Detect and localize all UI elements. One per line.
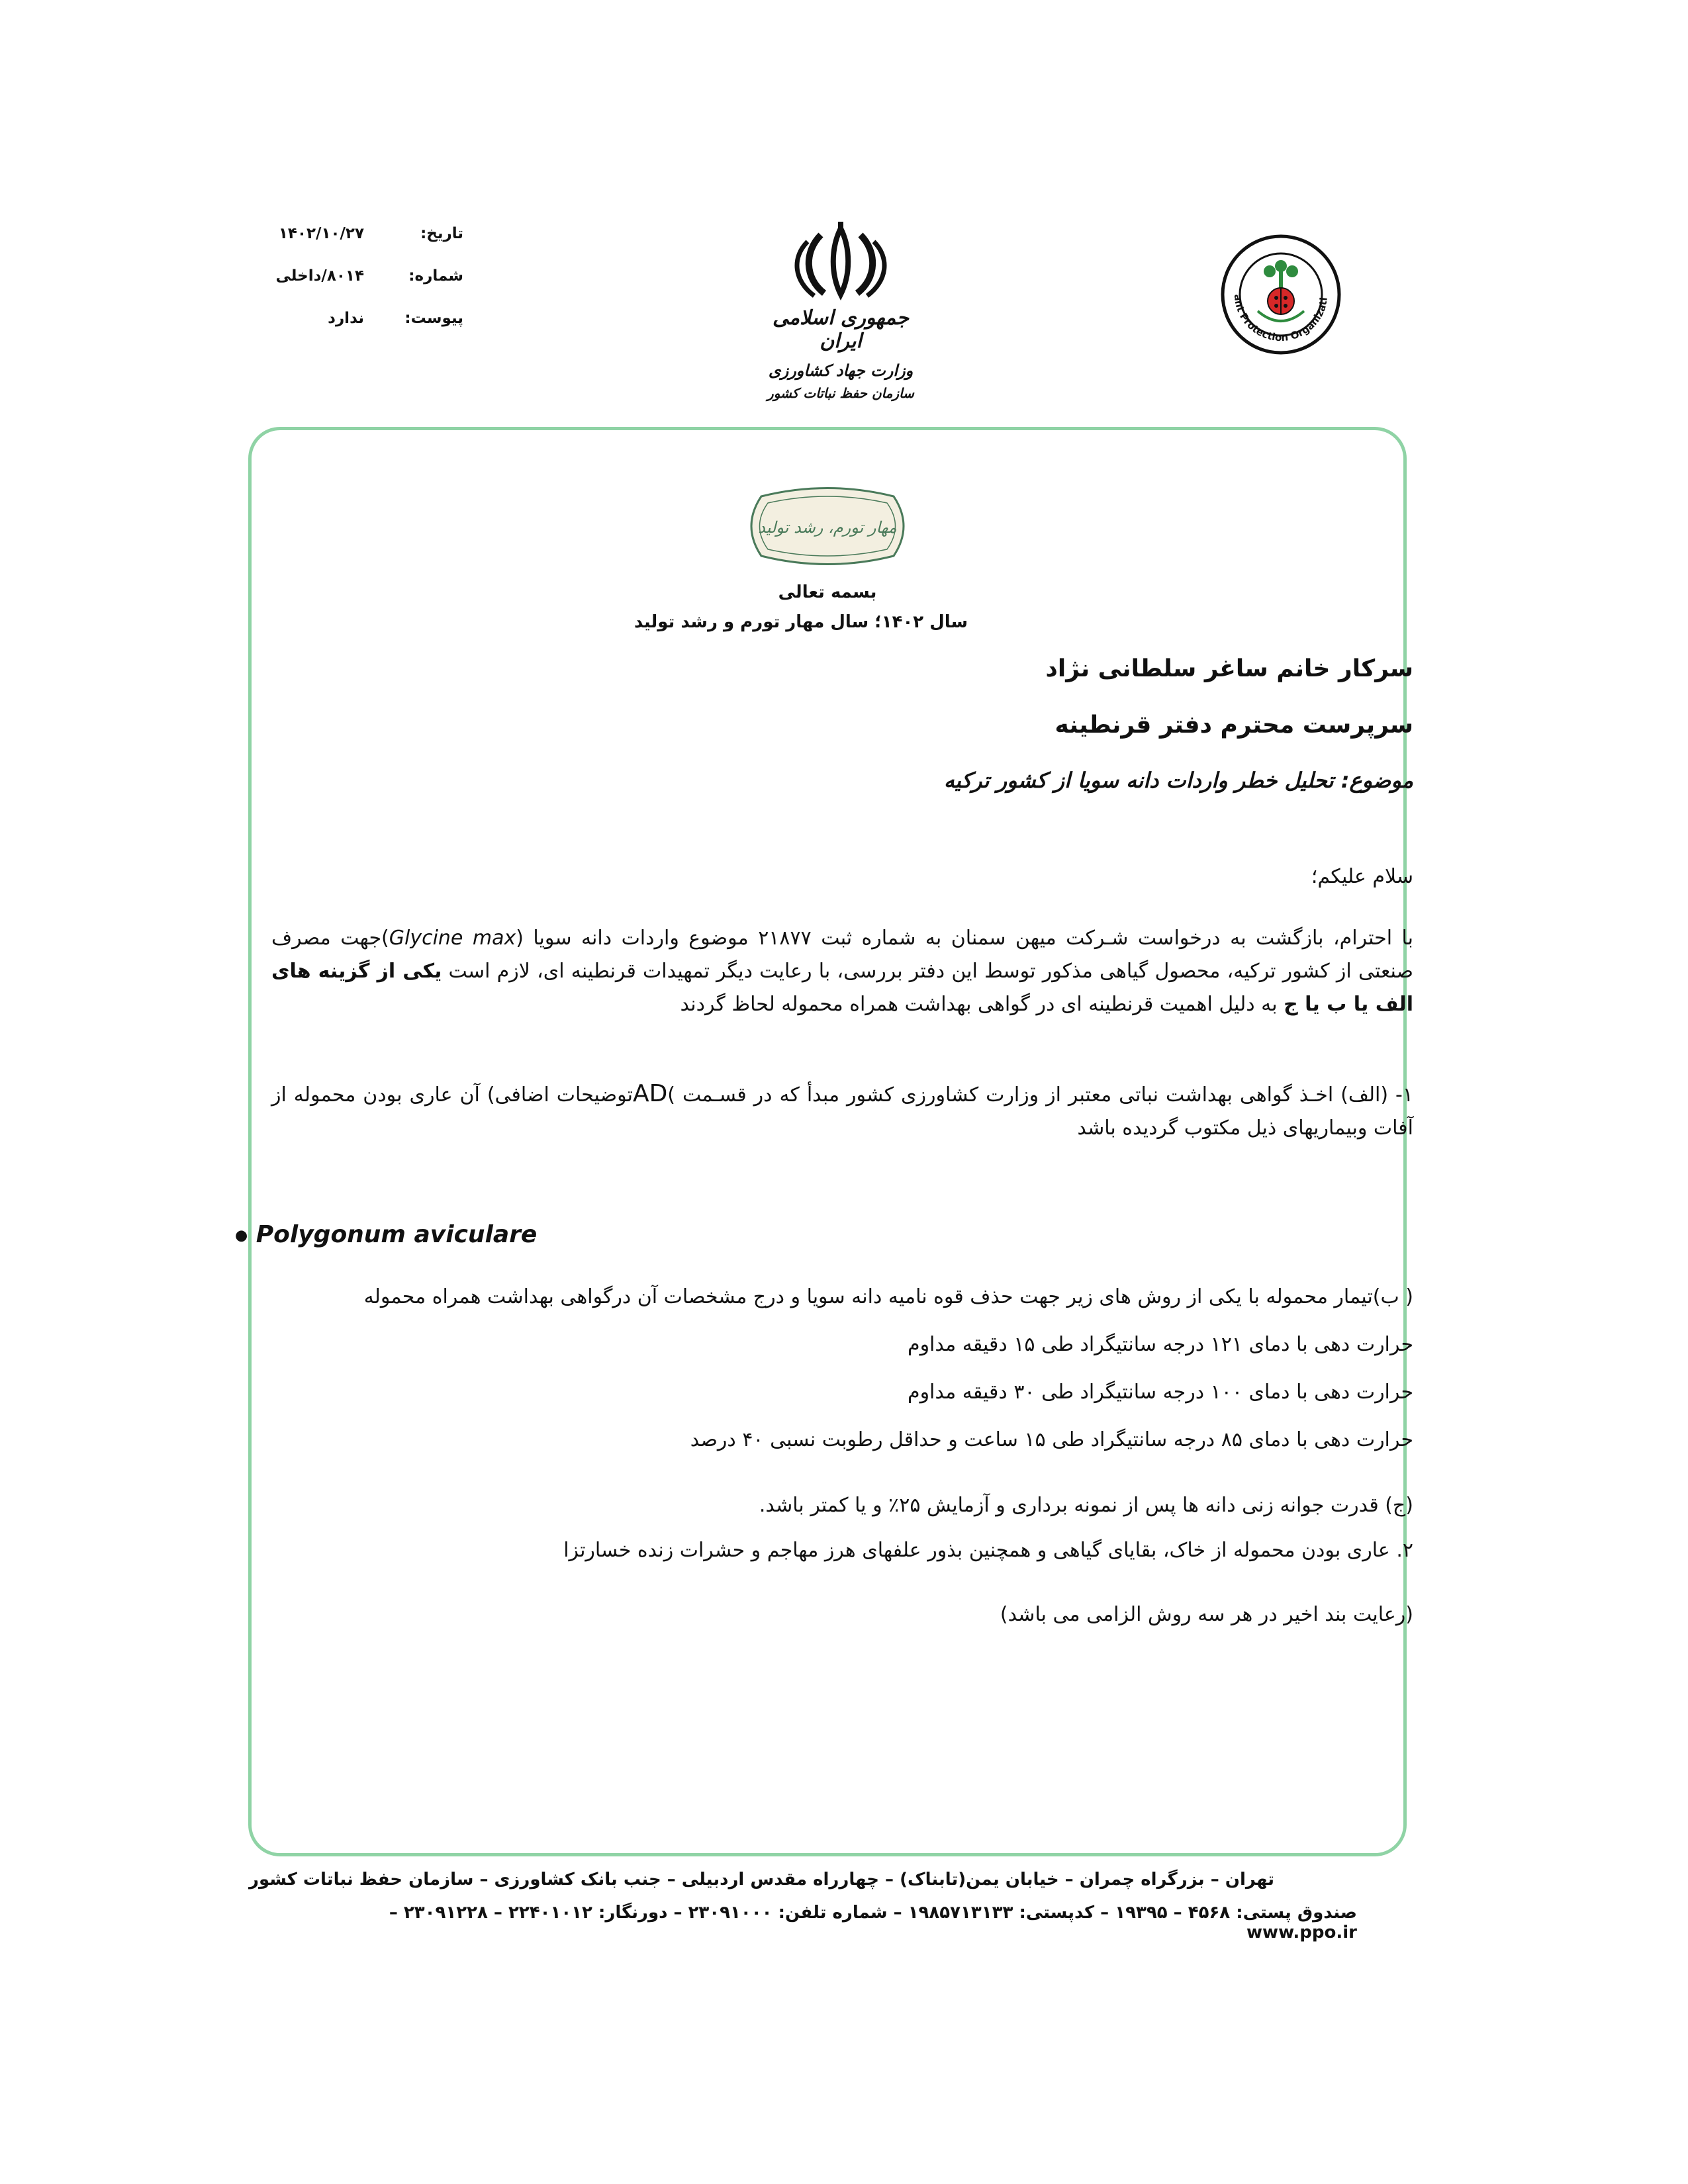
- meta-date-label: تاریخ:: [420, 225, 463, 242]
- bismillah: بسمه تعالی: [778, 582, 877, 602]
- option-a-code: AD: [632, 1080, 668, 1107]
- meta-attachment-label: پیوست:: [404, 310, 463, 327]
- year-slogan: سال ۱۴۰۲؛ سال مهار تورم و رشد تولید: [633, 612, 968, 632]
- svg-text:Plant Protection Organization: [1218, 232, 1330, 343]
- meta-number-label: شماره:: [408, 267, 463, 285]
- meta-date: [265, 225, 463, 267]
- greeting: سلام علیکم؛: [1311, 865, 1413, 888]
- emblem-ministry: وزارت جهاد کشاورزی: [768, 361, 914, 380]
- intro-text-c: به دلیل اهمیت قرنطینه ای در گواهی بهداشت همراه محموله لحاظ گردند: [680, 993, 1284, 1016]
- ppo-logo-english: ant Protection Organizati: [1231, 293, 1330, 344]
- option-a-text-b: توضیحات اضافی) آن عاری بودن محموله از آفات وبیماریهای ذیل مکتوب گردیده باشد: [271, 1083, 1413, 1140]
- closing-note: (رعایت بند اخیر در هر سه روش الزامی می باشد): [1000, 1603, 1413, 1626]
- pest-list-item: [235, 1221, 537, 1248]
- intro-text-a: با احترام، بازگشت به درخواست شـرکت میهن سمنان به شماره ثبت ۲۱۸۷۷ موضوع واردات دانه سویا (: [516, 927, 1414, 950]
- footer-address: تهران – بزرگراه چمران – خیابان یمن(تابناک) – چهارراه مقدس اردبیلی – جنب بانک کشاورزی – سازمان حفظ نباتات کشور: [249, 1870, 1274, 1889]
- footer-contact: صندوق پستی: ۴۵۶۸ – ۱۹۳۹۵ – کدپستی: ۱۹۸۵۷۱۳۱۳۳ – شماره تلفن: ۲۳۰۹۱۰۰۰ – دورنگار: ۲۲۴۰۱۰۱۲ – ۲۳۰۹۱۲۲۸ – www.ppo.ir: [389, 1903, 1357, 1942]
- option-a-paragraph: [271, 1077, 1413, 1145]
- slogan-badge-text: مهار تورم، رشد تولید: [758, 518, 897, 537]
- subject-line: موضوع: تحلیل خطر واردات دانه سویا از کشور ترکیه: [943, 768, 1413, 793]
- intro-options-emphasis: یکی از گزینه های الف یا ب یا ج: [271, 960, 1413, 1016]
- option-b-method-1: حرارت دهی با دمای ۱۲۱ درجه سانتیگراد طی ۱۵ دقیقه مداوم: [908, 1333, 1413, 1356]
- recipient-title: سرپرست محترم دفتر قرنطینه: [1055, 711, 1413, 739]
- emblem-organization: سازمان حفظ نباتات کشور: [767, 385, 914, 401]
- iran-emblem: [755, 222, 927, 420]
- meta-date-value: ۱۴۰۲/۱۰/۲۷: [278, 225, 364, 242]
- option-b-method-2: حرارت دهی با دمای ۱۰۰ درجه سانتیگراد طی ۳۰ دقیقه مداوم: [908, 1381, 1413, 1404]
- emblem-country: جمهوری اسلامی ایران: [772, 306, 910, 353]
- species-name: Glycine max: [389, 927, 516, 950]
- meta-attachment: [265, 310, 463, 352]
- recipient-name: سرکار خانم ساغر سلطانی نژاد: [1045, 655, 1413, 682]
- option-c: (ج) قدرت جوانه زنی دانه ها پس از نمونه برداری و آزمایش ۲۵٪ و یا کمتر باشد.: [759, 1494, 1413, 1517]
- intro-text-b: )جهت مصرف صنعتی از کشور ترکیه، محصول گیاهی مذکور توسط این دفتر بررسی، با رعایت دیگر تمهیدات قرنطینه ای، لازم است: [271, 927, 1413, 983]
- meta-number: [265, 267, 463, 310]
- option-b-intro: ( ب)تیمار محموله با یکی از روش های زیر جهت حذف قوه نامیه دانه سویا و درج مشخصات آن درگواهی بهداشت همراه محموله: [363, 1285, 1413, 1308]
- allah-emblem-icon: [784, 222, 897, 301]
- option-a-text-a: ۱- (الف) اخـذ گواهی بهداشت نباتی معتبر از وزارت کشاورزی کشور مبدأ که در قسـمت ): [667, 1083, 1414, 1107]
- option-b-method-3: حرارت دهی با دمای ۸۵ درجه سانتیگراد طی ۱۵ ساعت و حداقل رطوبت نسبی ۴۰ درصد: [690, 1428, 1413, 1451]
- option-b-paragraph: [271, 1281, 1413, 1457]
- ppo-logo: [1218, 232, 1344, 357]
- item-2: ۲. عاری بودن محموله از خاک، بقایای گیاهی و همچنین بذور علفهای هرز مهاجم و حشرات زنده خسارتزا: [563, 1539, 1413, 1562]
- intro-paragraph: [271, 922, 1413, 1021]
- pest-name: Polygonum aviculare: [256, 1221, 538, 1248]
- bullet-icon: ●: [235, 1227, 248, 1244]
- letter-meta: [265, 225, 463, 352]
- meta-number-value: ۸۰۱۴/داخلی: [275, 267, 364, 285]
- slogan-badge: [741, 483, 914, 569]
- meta-attachment-value: ندارد: [328, 310, 364, 327]
